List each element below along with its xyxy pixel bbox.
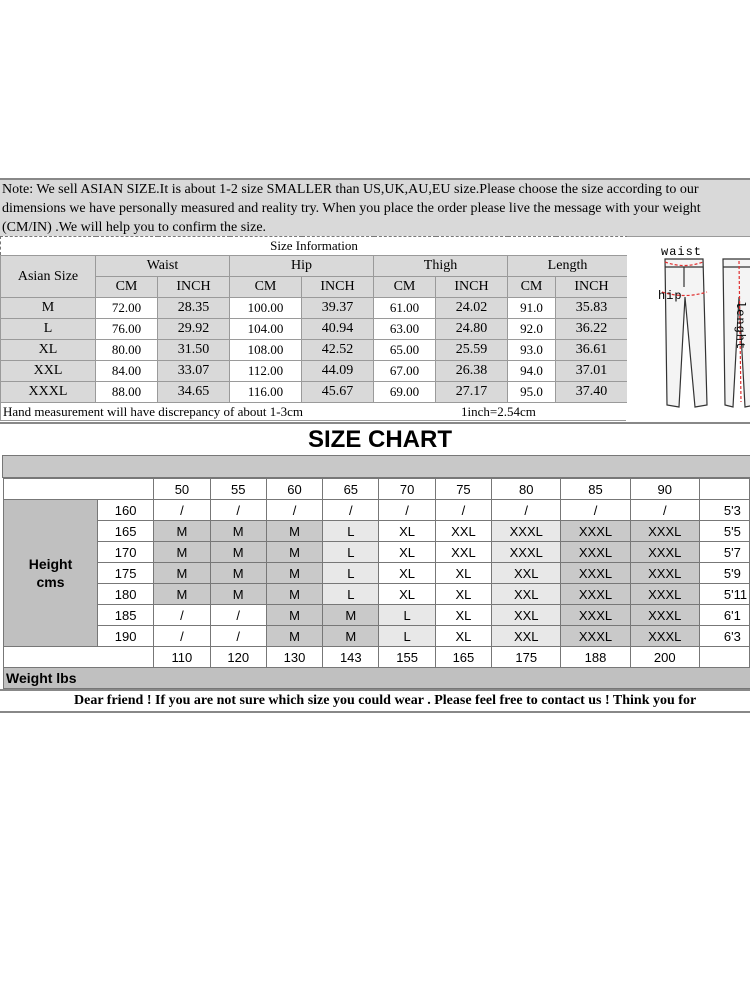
size-cell: 108.00 <box>230 340 302 361</box>
height-ft: 6'3 <box>699 626 749 647</box>
waist-header: Waist <box>96 256 230 277</box>
size-row <box>1 298 628 319</box>
size-value: M <box>210 542 266 563</box>
size-label: XL <box>1 340 96 361</box>
size-value: / <box>379 500 435 521</box>
weight-lbs: 120 <box>210 647 266 668</box>
size-cell: 45.67 <box>302 382 374 403</box>
size-cell: 116.00 <box>230 382 302 403</box>
size-cell: 33.07 <box>158 361 230 382</box>
size-value: XXXL <box>630 605 699 626</box>
contact-message: Dear friend ! If you are not sure which size you could wear . Please feel free to contact us ! Think you for <box>0 689 750 713</box>
size-value: / <box>266 500 322 521</box>
size-value: XXL <box>492 563 561 584</box>
size-cell: 100.00 <box>230 298 302 319</box>
size-value: M <box>210 521 266 542</box>
size-value: XL <box>435 605 491 626</box>
size-value: L <box>323 542 379 563</box>
size-cell: 24.80 <box>436 319 508 340</box>
size-value: / <box>210 605 266 626</box>
size-value: / <box>154 605 210 626</box>
size-value: XXL <box>492 605 561 626</box>
size-value: XXL <box>435 521 491 542</box>
size-value: XXXL <box>492 542 561 563</box>
corner-cell <box>699 647 749 668</box>
size-value: / <box>492 500 561 521</box>
size-value: XXXL <box>561 626 630 647</box>
unit-header: CM <box>374 277 436 298</box>
note-line-2: dimensions we have personally measured and reality try. When you place the order please live the message with your weight <box>2 201 701 216</box>
size-value: M <box>323 626 379 647</box>
size-value: XXXL <box>561 542 630 563</box>
corner-cell <box>4 479 154 500</box>
size-value: XXXL <box>630 584 699 605</box>
height-ft: 5'11 <box>699 584 749 605</box>
height-ft: 5'3 <box>699 500 749 521</box>
size-cell: 80.00 <box>96 340 158 361</box>
size-cell: 24.02 <box>436 298 508 319</box>
size-value: M <box>266 563 322 584</box>
size-cell: 69.00 <box>374 382 436 403</box>
size-value: / <box>435 500 491 521</box>
weight-kg: 55 <box>210 479 266 500</box>
size-value: M <box>266 584 322 605</box>
weight-lbs-row <box>4 647 750 668</box>
waist-label: waist <box>661 245 703 259</box>
weight-kg: 70 <box>379 479 435 500</box>
size-cell: 92.0 <box>508 319 556 340</box>
size-cell: 36.61 <box>556 340 628 361</box>
height-ft: 5'5 <box>699 521 749 542</box>
height-cm: 190 <box>97 626 153 647</box>
weight-kg-row <box>4 479 750 500</box>
size-row <box>1 340 628 361</box>
size-cell: 39.37 <box>302 298 374 319</box>
height-cm: 170 <box>97 542 153 563</box>
size-cell: 34.65 <box>158 382 230 403</box>
height-cm: 175 <box>97 563 153 584</box>
size-label: XXL <box>1 361 96 382</box>
size-chart-row <box>4 500 750 521</box>
size-cell: 94.0 <box>508 361 556 382</box>
size-value: XL <box>379 584 435 605</box>
size-value: M <box>210 584 266 605</box>
size-value: M <box>323 605 379 626</box>
size-value: XXL <box>435 542 491 563</box>
size-value: XXXL <box>492 521 561 542</box>
size-value: XXL <box>492 626 561 647</box>
size-note <box>0 178 750 236</box>
size-value: / <box>210 500 266 521</box>
size-chart-row <box>4 563 750 584</box>
size-value: M <box>154 542 210 563</box>
size-cell: 91.0 <box>508 298 556 319</box>
corner-cell <box>4 647 154 668</box>
weight-lbs: 110 <box>154 647 210 668</box>
size-value: M <box>266 605 322 626</box>
size-cell: 84.00 <box>96 361 158 382</box>
size-chart-grid <box>3 478 750 668</box>
size-value: XXXL <box>630 626 699 647</box>
size-cell: 61.00 <box>374 298 436 319</box>
weight-lbs: 188 <box>561 647 630 668</box>
size-chart-header-band <box>2 455 750 478</box>
weight-kg: 85 <box>561 479 630 500</box>
size-value: XL <box>379 521 435 542</box>
height-ft: 6'1 <box>699 605 749 626</box>
pants-drawing <box>627 237 750 422</box>
weight-kg: 65 <box>323 479 379 500</box>
corner-cell <box>699 479 749 500</box>
size-value: XXXL <box>561 563 630 584</box>
size-cell: 93.0 <box>508 340 556 361</box>
note-line-3: (CM/IN) .We will help you to confirm the size. <box>2 220 267 235</box>
discrepancy-note: Hand measurement will have discrepancy of about 1-3cm <box>3 404 303 419</box>
height-cm: 165 <box>97 521 153 542</box>
weight-kg: 50 <box>154 479 210 500</box>
size-value: XXXL <box>561 521 630 542</box>
size-table-footnote <box>0 403 626 421</box>
size-cell: 88.00 <box>96 382 158 403</box>
size-value: L <box>323 563 379 584</box>
size-value: / <box>154 626 210 647</box>
size-chart-row <box>4 542 750 563</box>
unit-header: CM <box>508 277 556 298</box>
size-cell: 42.52 <box>302 340 374 361</box>
unit-header: INCH <box>302 277 374 298</box>
size-value: XXXL <box>630 521 699 542</box>
size-value: / <box>561 500 630 521</box>
weight-lbs: 200 <box>630 647 699 668</box>
weight-lbs: 165 <box>435 647 491 668</box>
size-value: L <box>379 626 435 647</box>
size-value: / <box>323 500 379 521</box>
size-label: XXXL <box>1 382 96 403</box>
inch-conversion-note: 1inch=2.54cm <box>461 404 536 419</box>
size-cell: 26.38 <box>436 361 508 382</box>
size-cell: 28.35 <box>158 298 230 319</box>
size-cell: 25.59 <box>436 340 508 361</box>
size-value: M <box>154 521 210 542</box>
unit-header: INCH <box>556 277 628 298</box>
size-cell: 44.09 <box>302 361 374 382</box>
hip-header: Hip <box>230 256 374 277</box>
asian-size-header: Asian Size <box>1 256 96 298</box>
height-ft: 5'9 <box>699 563 749 584</box>
weight-kg: 60 <box>266 479 322 500</box>
size-value: M <box>266 521 322 542</box>
weight-lbs: 155 <box>379 647 435 668</box>
size-chart-row <box>4 626 750 647</box>
size-information-title: Size Information <box>1 237 628 256</box>
size-cell: 37.40 <box>556 382 628 403</box>
size-value: M <box>210 563 266 584</box>
length-header: Length <box>508 256 628 277</box>
size-value: L <box>323 521 379 542</box>
size-cell: 31.50 <box>158 340 230 361</box>
size-value: XL <box>435 563 491 584</box>
unit-header: CM <box>230 277 302 298</box>
size-cell: 112.00 <box>230 361 302 382</box>
size-value: XXXL <box>630 563 699 584</box>
size-information-table <box>0 236 628 403</box>
weight-lbs: 130 <box>266 647 322 668</box>
size-value: XL <box>435 584 491 605</box>
height-cms-header <box>4 500 98 647</box>
height-ft: 5'7 <box>699 542 749 563</box>
size-chart-title: SIZE CHART <box>0 422 750 454</box>
size-chart-row <box>4 605 750 626</box>
size-cell: 36.22 <box>556 319 628 340</box>
size-row <box>1 361 628 382</box>
unit-header: CM <box>96 277 158 298</box>
cms-label: cms <box>36 574 65 590</box>
size-cell: 104.00 <box>230 319 302 340</box>
size-cell: 63.00 <box>374 319 436 340</box>
size-cell: 76.00 <box>96 319 158 340</box>
size-cell: 72.00 <box>96 298 158 319</box>
size-cell: 65.00 <box>374 340 436 361</box>
size-chart-row <box>4 584 750 605</box>
unit-header: INCH <box>436 277 508 298</box>
size-row <box>1 382 628 403</box>
size-cell: 40.94 <box>302 319 374 340</box>
length-label: lenght <box>733 301 747 351</box>
size-label: M <box>1 298 96 319</box>
size-value: M <box>266 542 322 563</box>
size-value: XXL <box>492 584 561 605</box>
weight-kg: 75 <box>435 479 491 500</box>
weight-lbs: 143 <box>323 647 379 668</box>
size-cell: 95.0 <box>508 382 556 403</box>
size-value: M <box>154 563 210 584</box>
size-cell: 27.17 <box>436 382 508 403</box>
size-chart-row <box>4 521 750 542</box>
size-cell: 37.01 <box>556 361 628 382</box>
size-value: L <box>323 584 379 605</box>
size-value: XXXL <box>561 605 630 626</box>
size-value: L <box>379 605 435 626</box>
size-label: L <box>1 319 96 340</box>
size-cell: 35.83 <box>556 298 628 319</box>
thigh-header: Thigh <box>374 256 508 277</box>
size-row <box>1 319 628 340</box>
weight-lbs: 175 <box>492 647 561 668</box>
size-cell: 67.00 <box>374 361 436 382</box>
note-line-1: Note: We sell ASIAN SIZE.It is about 1-2 size SMALLER than US,UK,AU,EU size.Please choose the size according to our <box>2 182 699 197</box>
size-value: M <box>266 626 322 647</box>
size-value: M <box>154 584 210 605</box>
size-value: XL <box>379 563 435 584</box>
weight-kg: 90 <box>630 479 699 500</box>
size-value: XL <box>435 626 491 647</box>
height-cm: 180 <box>97 584 153 605</box>
size-cell: 29.92 <box>158 319 230 340</box>
height-label: Height <box>28 556 73 572</box>
size-value: XL <box>379 542 435 563</box>
unit-header: INCH <box>158 277 230 298</box>
size-value: / <box>630 500 699 521</box>
height-cm: 160 <box>97 500 153 521</box>
size-value: XXXL <box>630 542 699 563</box>
weight-lbs-label: Weight lbs <box>3 667 750 689</box>
pants-measurement-illustration <box>627 236 750 422</box>
hip-label: hip <box>658 289 683 303</box>
height-cm: 185 <box>97 605 153 626</box>
size-value: XXXL <box>561 584 630 605</box>
size-value: / <box>154 500 210 521</box>
size-value: / <box>210 626 266 647</box>
weight-kg: 80 <box>492 479 561 500</box>
